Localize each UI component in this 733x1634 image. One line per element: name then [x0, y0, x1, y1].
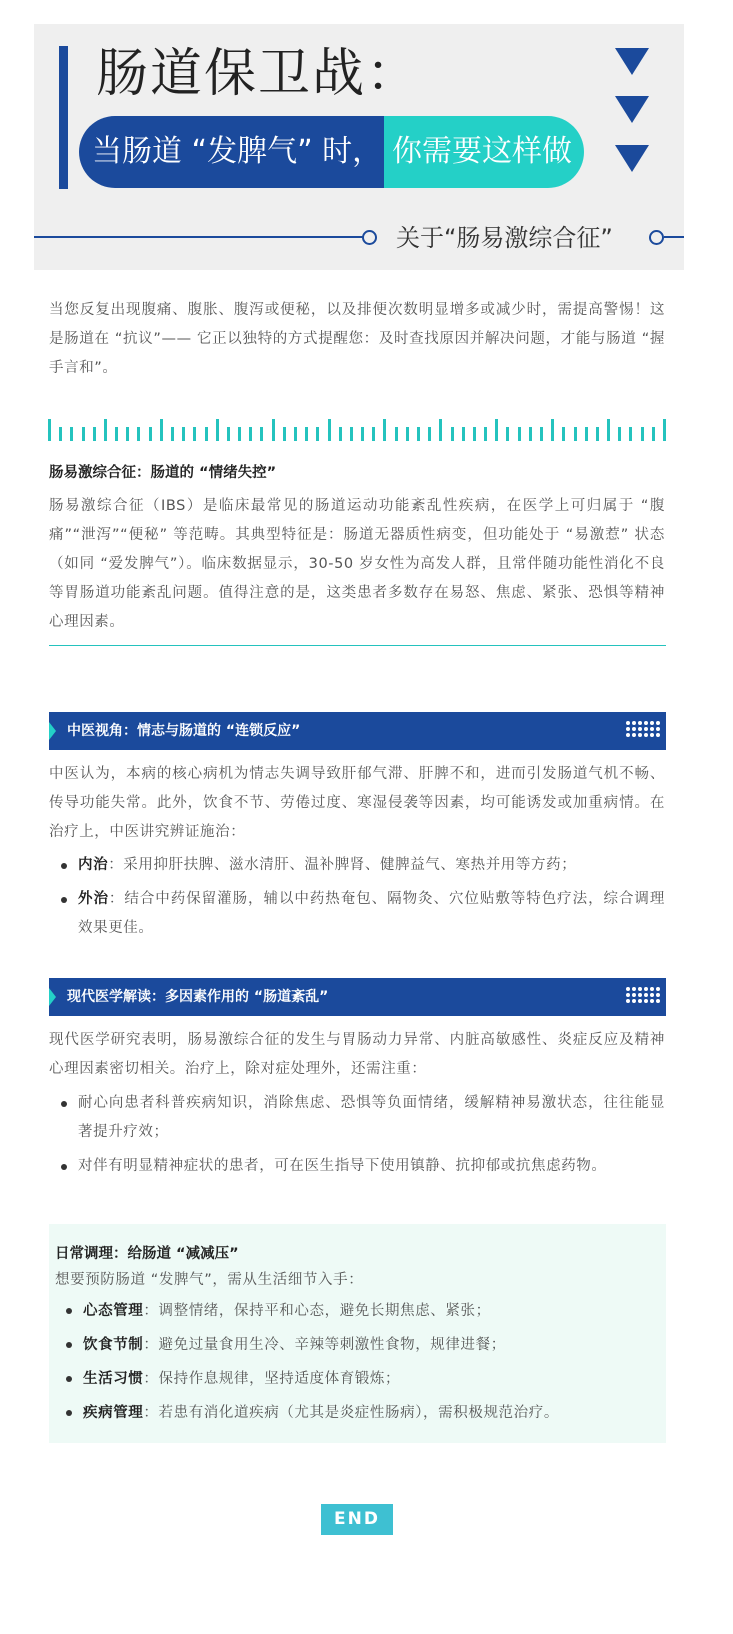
header-line-right	[664, 236, 684, 238]
bullet-icon	[66, 1308, 72, 1314]
bullet-icon	[61, 1101, 67, 1107]
banner-arrow-icon	[49, 988, 56, 1006]
list-item: 疾病管理：若患有消化道疾病（尤其是炎症性肠病），需积极规范治疗。	[55, 1403, 655, 1437]
list-item: 耐心向患者科普疾病知识，消除焦虑、恐惧等负面情绪，缓解精神易激状态，往往能显著提升疗效；	[49, 1089, 665, 1147]
ruler-tick	[93, 427, 96, 441]
ruler-tick	[238, 427, 241, 441]
triangle-down-icon	[615, 48, 649, 75]
banner-arrow-icon	[49, 722, 56, 740]
intro-paragraph: 当您反复出现腹痛、腹胀、腹泻或便秘，以及排便次数明显增多或减少时，需提高警惕！这是肠道在 “抗议”—— 它正以独特的方式提醒您：及时查找原因并解决问题，才能与肠道 “握手言和”。	[49, 302, 665, 376]
circle-marker-icon	[362, 230, 377, 245]
bullet-icon	[61, 1164, 67, 1170]
ruler-tick	[205, 427, 208, 441]
bullet-icon	[61, 863, 67, 869]
ruler-tick	[473, 427, 476, 441]
dot-grid-icon	[626, 987, 660, 1003]
section-banner-tcm	[49, 712, 666, 750]
ruler-tick	[585, 427, 588, 441]
ruler-tick	[495, 419, 498, 441]
ruler-tick	[417, 427, 420, 441]
header-accent-bar	[59, 46, 68, 189]
section-title-ibs: 肠易激综合征：肠道的 “情绪失控”	[49, 465, 277, 481]
ruler-tick	[48, 419, 51, 441]
ruler-tick	[618, 427, 621, 441]
ruler-tick	[529, 427, 532, 441]
ruler-tick	[104, 419, 107, 441]
section-banner-modern	[49, 978, 666, 1016]
headline-pill-right: 你需要这样做	[384, 116, 584, 188]
ruler-tick	[562, 427, 565, 441]
headline-pill-left: 当肠道 “发脾气” 时，	[79, 116, 384, 188]
ruler-divider	[48, 419, 666, 441]
ruler-tick	[272, 419, 275, 441]
ruler-tick	[160, 419, 163, 441]
ruler-tick	[484, 427, 487, 441]
ruler-tick	[451, 427, 454, 441]
dot-grid-icon	[626, 721, 660, 737]
bullet-icon	[66, 1342, 72, 1348]
daily-intro: 想要预防肠道 “发脾气”，需从生活细节入手：	[55, 1272, 364, 1288]
header-banner	[34, 24, 684, 270]
ruler-tick	[372, 427, 375, 441]
ruler-tick	[171, 427, 174, 441]
bullet-icon	[61, 897, 67, 903]
triangle-down-icon	[615, 145, 649, 172]
ruler-tick	[216, 419, 219, 441]
ruler-tick	[294, 427, 297, 441]
circle-marker-icon	[649, 230, 664, 245]
tcm-paragraph: 中医认为，本病的核心病机为情志失调导致肝郁气滞、肝脾不和，进而引发肠道气机不畅、传导功能失常。此外，饮食不节、劳倦过度、寒湿侵袭等因素，均可能诱发或加重病情。在治疗上，中医讲究辨证施治：	[49, 766, 665, 840]
ruler-tick	[607, 419, 610, 441]
list-item: 生活习惯：保持作息规律，坚持适度体育锻炼；	[55, 1369, 655, 1403]
ruler-tick	[428, 427, 431, 441]
ruler-tick	[439, 419, 442, 441]
ruler-tick	[540, 427, 543, 441]
modern-paragraph: 现代医学研究表明，肠易激综合征的发生与胃肠动力异常、内脏高敏感性、炎症反应及精神心理因素密切相关。治疗上，除对症处理外，还需注重：	[49, 1032, 665, 1077]
ruler-tick	[350, 427, 353, 441]
ruler-tick	[115, 427, 118, 441]
section-title-daily: 日常调理：给肠道 “减减压”	[55, 1246, 239, 1262]
ruler-tick	[70, 427, 73, 441]
headline-pill	[79, 116, 584, 188]
ruler-tick	[227, 427, 230, 441]
ruler-tick	[328, 419, 331, 441]
banner-title: 中医视角：情志与肠道的 “连锁反应”	[67, 723, 301, 739]
ruler-tick	[551, 419, 554, 441]
ruler-tick	[383, 419, 386, 441]
ibs-paragraph: 肠易激综合征（IBS）是临床最常见的肠道运动功能紊乱性疾病，在医学上可归属于 “腹痛”“泄泻”“便秘” 等范畴。其典型特征是：肠道无器质性病变，但功能处于 “易激惹” 状态（如同 “爱发脾气”）。临床数据显示，30-50 岁女性为高发人群，且常伴随功能性消化不良等胃肠道功能紊乱问题。值得注意的是，这类患者多数存在易怒、焦虑、紧张、恐惧等精神心理因素。	[49, 498, 665, 630]
ruler-tick	[182, 427, 185, 441]
triangle-down-icon	[615, 96, 649, 123]
list-item: 心态管理：调整情绪，保持平和心态，避免长期焦虑、紧张；	[55, 1301, 655, 1335]
list-item: 外治：结合中药保留灌肠，辅以中药热奄包、隔物灸、穴位贴敷等特色疗法，综合调理效果更佳。	[49, 885, 665, 943]
modern-treatment-list	[49, 1089, 665, 1181]
ruler-tick	[641, 427, 644, 441]
bullet-icon	[66, 1410, 72, 1416]
daily-care-box	[49, 1224, 666, 1443]
ruler-tick	[652, 427, 655, 441]
page-title: 肠道保卫战：	[96, 44, 421, 104]
ruler-tick	[518, 427, 521, 441]
ruler-tick	[574, 427, 577, 441]
banner-title: 现代医学解读：多因素作用的 “肠道紊乱”	[67, 989, 329, 1005]
ruler-tick	[126, 427, 129, 441]
ruler-tick	[149, 427, 152, 441]
ruler-tick	[260, 427, 263, 441]
ruler-tick	[59, 427, 62, 441]
section-divider	[49, 645, 666, 646]
ruler-tick	[506, 427, 509, 441]
ruler-tick	[629, 427, 632, 441]
ruler-tick	[339, 427, 342, 441]
header-subtitle: 关于“肠易激综合征”	[396, 224, 613, 252]
ruler-tick	[462, 427, 465, 441]
tcm-treatment-list	[49, 851, 665, 943]
end-badge: END	[321, 1504, 393, 1535]
ruler-tick	[406, 427, 409, 441]
ruler-tick	[283, 427, 286, 441]
list-item: 饮食节制：避免过量食用生冷、辛辣等刺激性食物，规律进餐；	[55, 1335, 655, 1369]
ruler-tick	[249, 427, 252, 441]
list-item: 对伴有明显精神症状的患者，可在医生指导下使用镇静、抗抑郁或抗焦虑药物。	[49, 1152, 665, 1181]
ruler-tick	[395, 427, 398, 441]
ruler-tick	[193, 427, 196, 441]
ruler-tick	[316, 427, 319, 441]
header-line-left	[34, 236, 364, 238]
list-item: 内治：采用抑肝扶脾、滋水清肝、温补脾肾、健脾益气、寒热并用等方药；	[49, 851, 665, 880]
bullet-icon	[66, 1376, 72, 1382]
daily-care-list	[55, 1301, 655, 1437]
ruler-tick	[596, 427, 599, 441]
ruler-tick	[82, 427, 85, 441]
ruler-tick	[663, 419, 666, 441]
ruler-tick	[361, 427, 364, 441]
ruler-tick	[305, 427, 308, 441]
ruler-tick	[137, 427, 140, 441]
